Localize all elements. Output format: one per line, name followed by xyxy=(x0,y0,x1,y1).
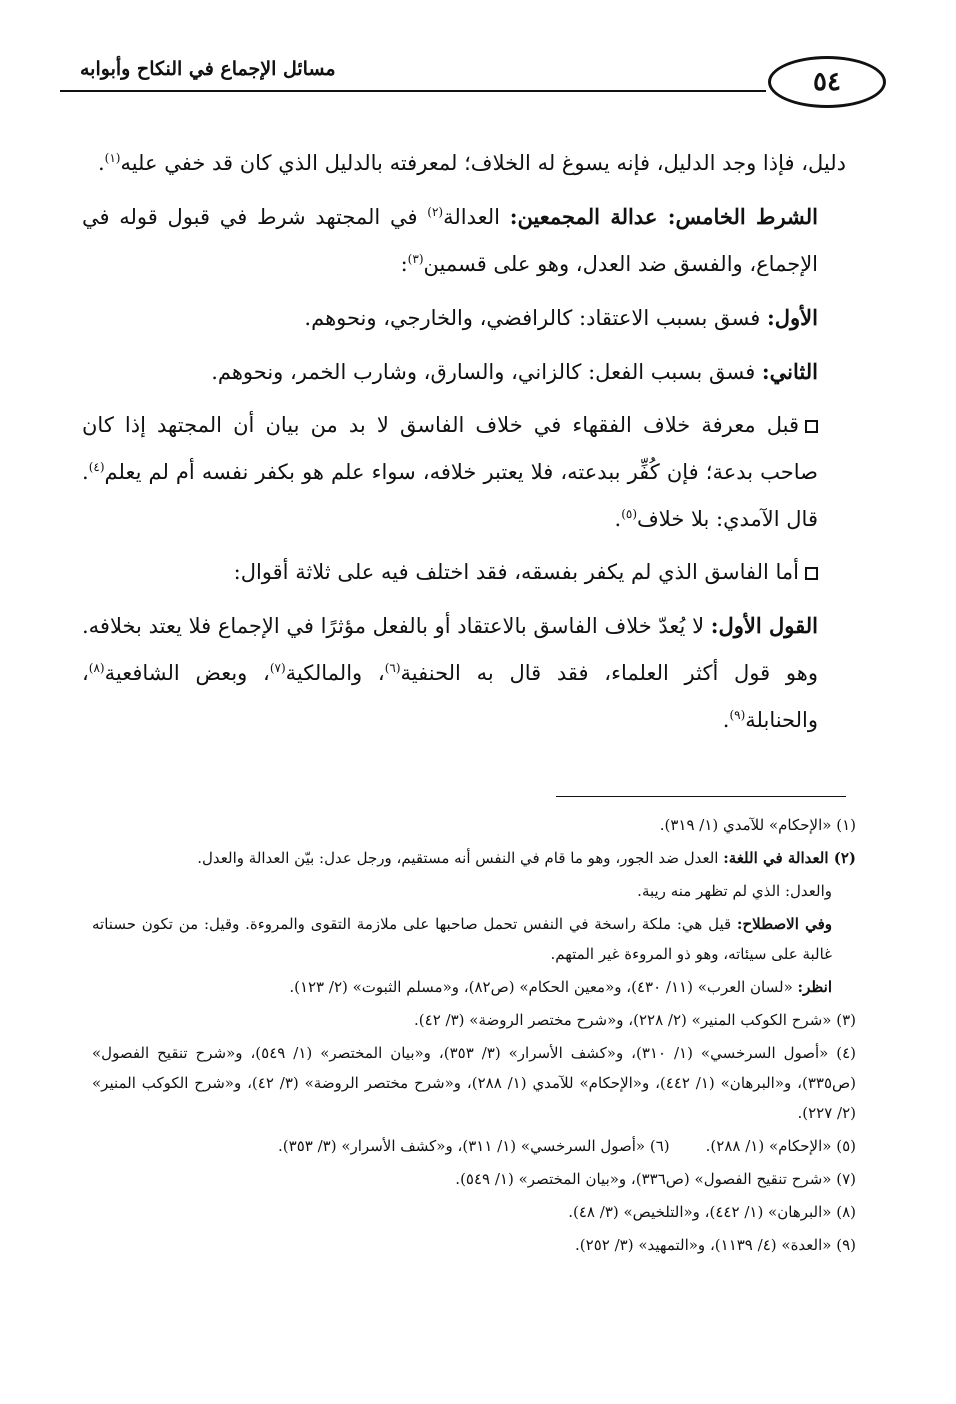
footnote-row-5-6 xyxy=(92,1131,856,1164)
running-title: مسائل الإجماع في النكاح وأبوابه xyxy=(80,58,336,80)
footnote-separator xyxy=(556,796,846,797)
footnote-4: (٤) «أصول السرخسي» (١/ ٣١٠)، و«كشف الأسرار» (٣/ ٣٥٣)، و«بيان المختصر» (١/ ٥٤٩)، و«شرح تنقيح الفصول» (ص٣٣٥)، و«البرهان» (١/ ٤٤٢)، و«الإحكام» للآمدي (١/ ٢٨٨)، و«شرح مختصر الروضة» (٣/ ٤٢)، و«شرح الكوكب المنير» (٢/ ٢٢٧). xyxy=(92,1044,857,1122)
footnote-1: (١) «الإحكام» للآمدي (١/ ٣١٩). xyxy=(659,816,856,834)
footnote-ref-4[interactable]: (٤) xyxy=(88,460,105,474)
footnote-7: (٧) «شرح تنقيح الفصول» (ص٣٣٦)، و«بيان المختصر» (١/ ٥٤٩). xyxy=(455,1170,856,1188)
footnote-6: (٦) «أصول السرخسي» (١/ ٣١١)، و«كشف الأسرار» (٣/ ٣٥٣). xyxy=(278,1137,670,1155)
paragraph-condition-five: الشرط الخامس: عدالة المجمعين: العدالة$^{(٢)}$ في المجتهد شرط في قبول قوله في الإجماع، والفسق ضد العدل، وهو على قسمين$^{(٣)}$: xyxy=(82,204,818,276)
square-bullet-icon xyxy=(805,420,818,433)
page-number-badge xyxy=(768,56,886,108)
footnote-ref-8[interactable]: (٨) xyxy=(88,661,105,675)
footnote-2: (٢) العدالة في اللغة: العدل ضد الجور، وهو ما قام في النفس أنه مستقيم، ورجل عدل: بيّن العدالة والعدل. xyxy=(197,849,856,867)
paragraph-first-opinion: القول الأول: لا يُعدّ خلاف الفاسق بالاعتقاد أو بالفعل مؤثرًا في الإجماع فلا يعتد بخلافه. وهو قول أكثر العلماء، فقد قال به الحنفية$^{(٦)}$، والمالكية$^{(٧)}$، وبعض الشافعية$^{(٨)}$، والحنابلة$^{(٩)}$. xyxy=(82,613,818,732)
paragraph-1: دليل، فإذا وجد الدليل، فإنه يسوغ له الخلاف؛ لمعرفته بالدليل الذي كان قد خفي عليه$^{(١)}$. xyxy=(97,151,846,175)
footnote-9: (٩) «العدة» (٤/ ١١٣٩)، و«التمهيد» (٣/ ٢٥٢). xyxy=(575,1236,856,1254)
header-rule xyxy=(60,90,766,92)
footnote-2-term: وفي الاصطلاح: قيل هي: ملكة راسخة في النفس تحمل صاحبها على ملازمة التقوى والمروءة. وقيل: من تكون حسناته غالبة على سيئاته، وهو ذو المروءة غير المتهم. xyxy=(92,915,832,963)
footnote-8: (٨) «البرهان» (١/ ٤٤٢)، و«التلخيص» (٣/ ٤٨). xyxy=(568,1203,856,1221)
footnote-5: (٥) «الإحكام» (١/ ٢٨٨). xyxy=(705,1137,856,1155)
main-text xyxy=(82,140,846,750)
square-bullet-icon xyxy=(805,567,818,580)
footnote-2-see: انظر: «لسان العرب» (١١/ ٤٣٠)، و«معين الحكام» (ص٨٢)، و«مسلم الثبوت» (٢/ ١٢٣). xyxy=(289,978,832,996)
page-number: ٥٤ xyxy=(813,67,841,97)
footnote-2-line2: والعدل: الذي لم تظهر منه ريبة. xyxy=(637,882,832,900)
paragraph-second-type: الثاني: فسق بسبب الفعل: كالزاني، والسارق، وشارب الخمر، ونحوهم. xyxy=(211,359,818,384)
footnote-ref-2[interactable]: (٢) xyxy=(427,205,444,219)
page-header xyxy=(60,50,896,114)
section-heading: الشرط الخامس: عدالة المجمعين: xyxy=(509,204,818,229)
paragraph-innovator: قبل معرفة خلاف الفقهاء في خلاف الفاسق لا بد من بيان أن المجتهد إذا كان صاحب بدعة؛ فإن كُفِّر ببدعته، فلا يعتبر خلافه، سواء علم هو بكفر نفسه أم لم يعلم$^{(٤)}$. قال الآمدي: بلا خلاف$^{(٥)}$. xyxy=(82,413,818,531)
footnote-ref-9[interactable]: (٩) xyxy=(729,708,746,722)
footnote-ref-6[interactable]: (٦) xyxy=(384,661,401,675)
paragraph-sinner: أما الفاسق الذي لم يكفر بفسقه، فقد اختلف فيه على ثلاثة أقوال: xyxy=(82,549,846,596)
footnote-ref-1[interactable]: (١) xyxy=(104,151,121,165)
footnotes xyxy=(92,810,856,1263)
footnote-ref-5[interactable]: (٥) xyxy=(621,507,638,521)
footnote-ref-3[interactable]: (٣) xyxy=(407,252,424,266)
paragraph-first-type: الأول: فسق بسبب الاعتقاد: كالرافضي، والخارجي، ونحوهم. xyxy=(304,305,818,330)
footnote-3: (٣) «شرح الكوكب المنير» (٢/ ٢٢٨)، و«شرح مختصر الروضة» (٣/ ٤٢). xyxy=(414,1011,856,1029)
footnote-ref-7[interactable]: (٧) xyxy=(269,661,286,675)
